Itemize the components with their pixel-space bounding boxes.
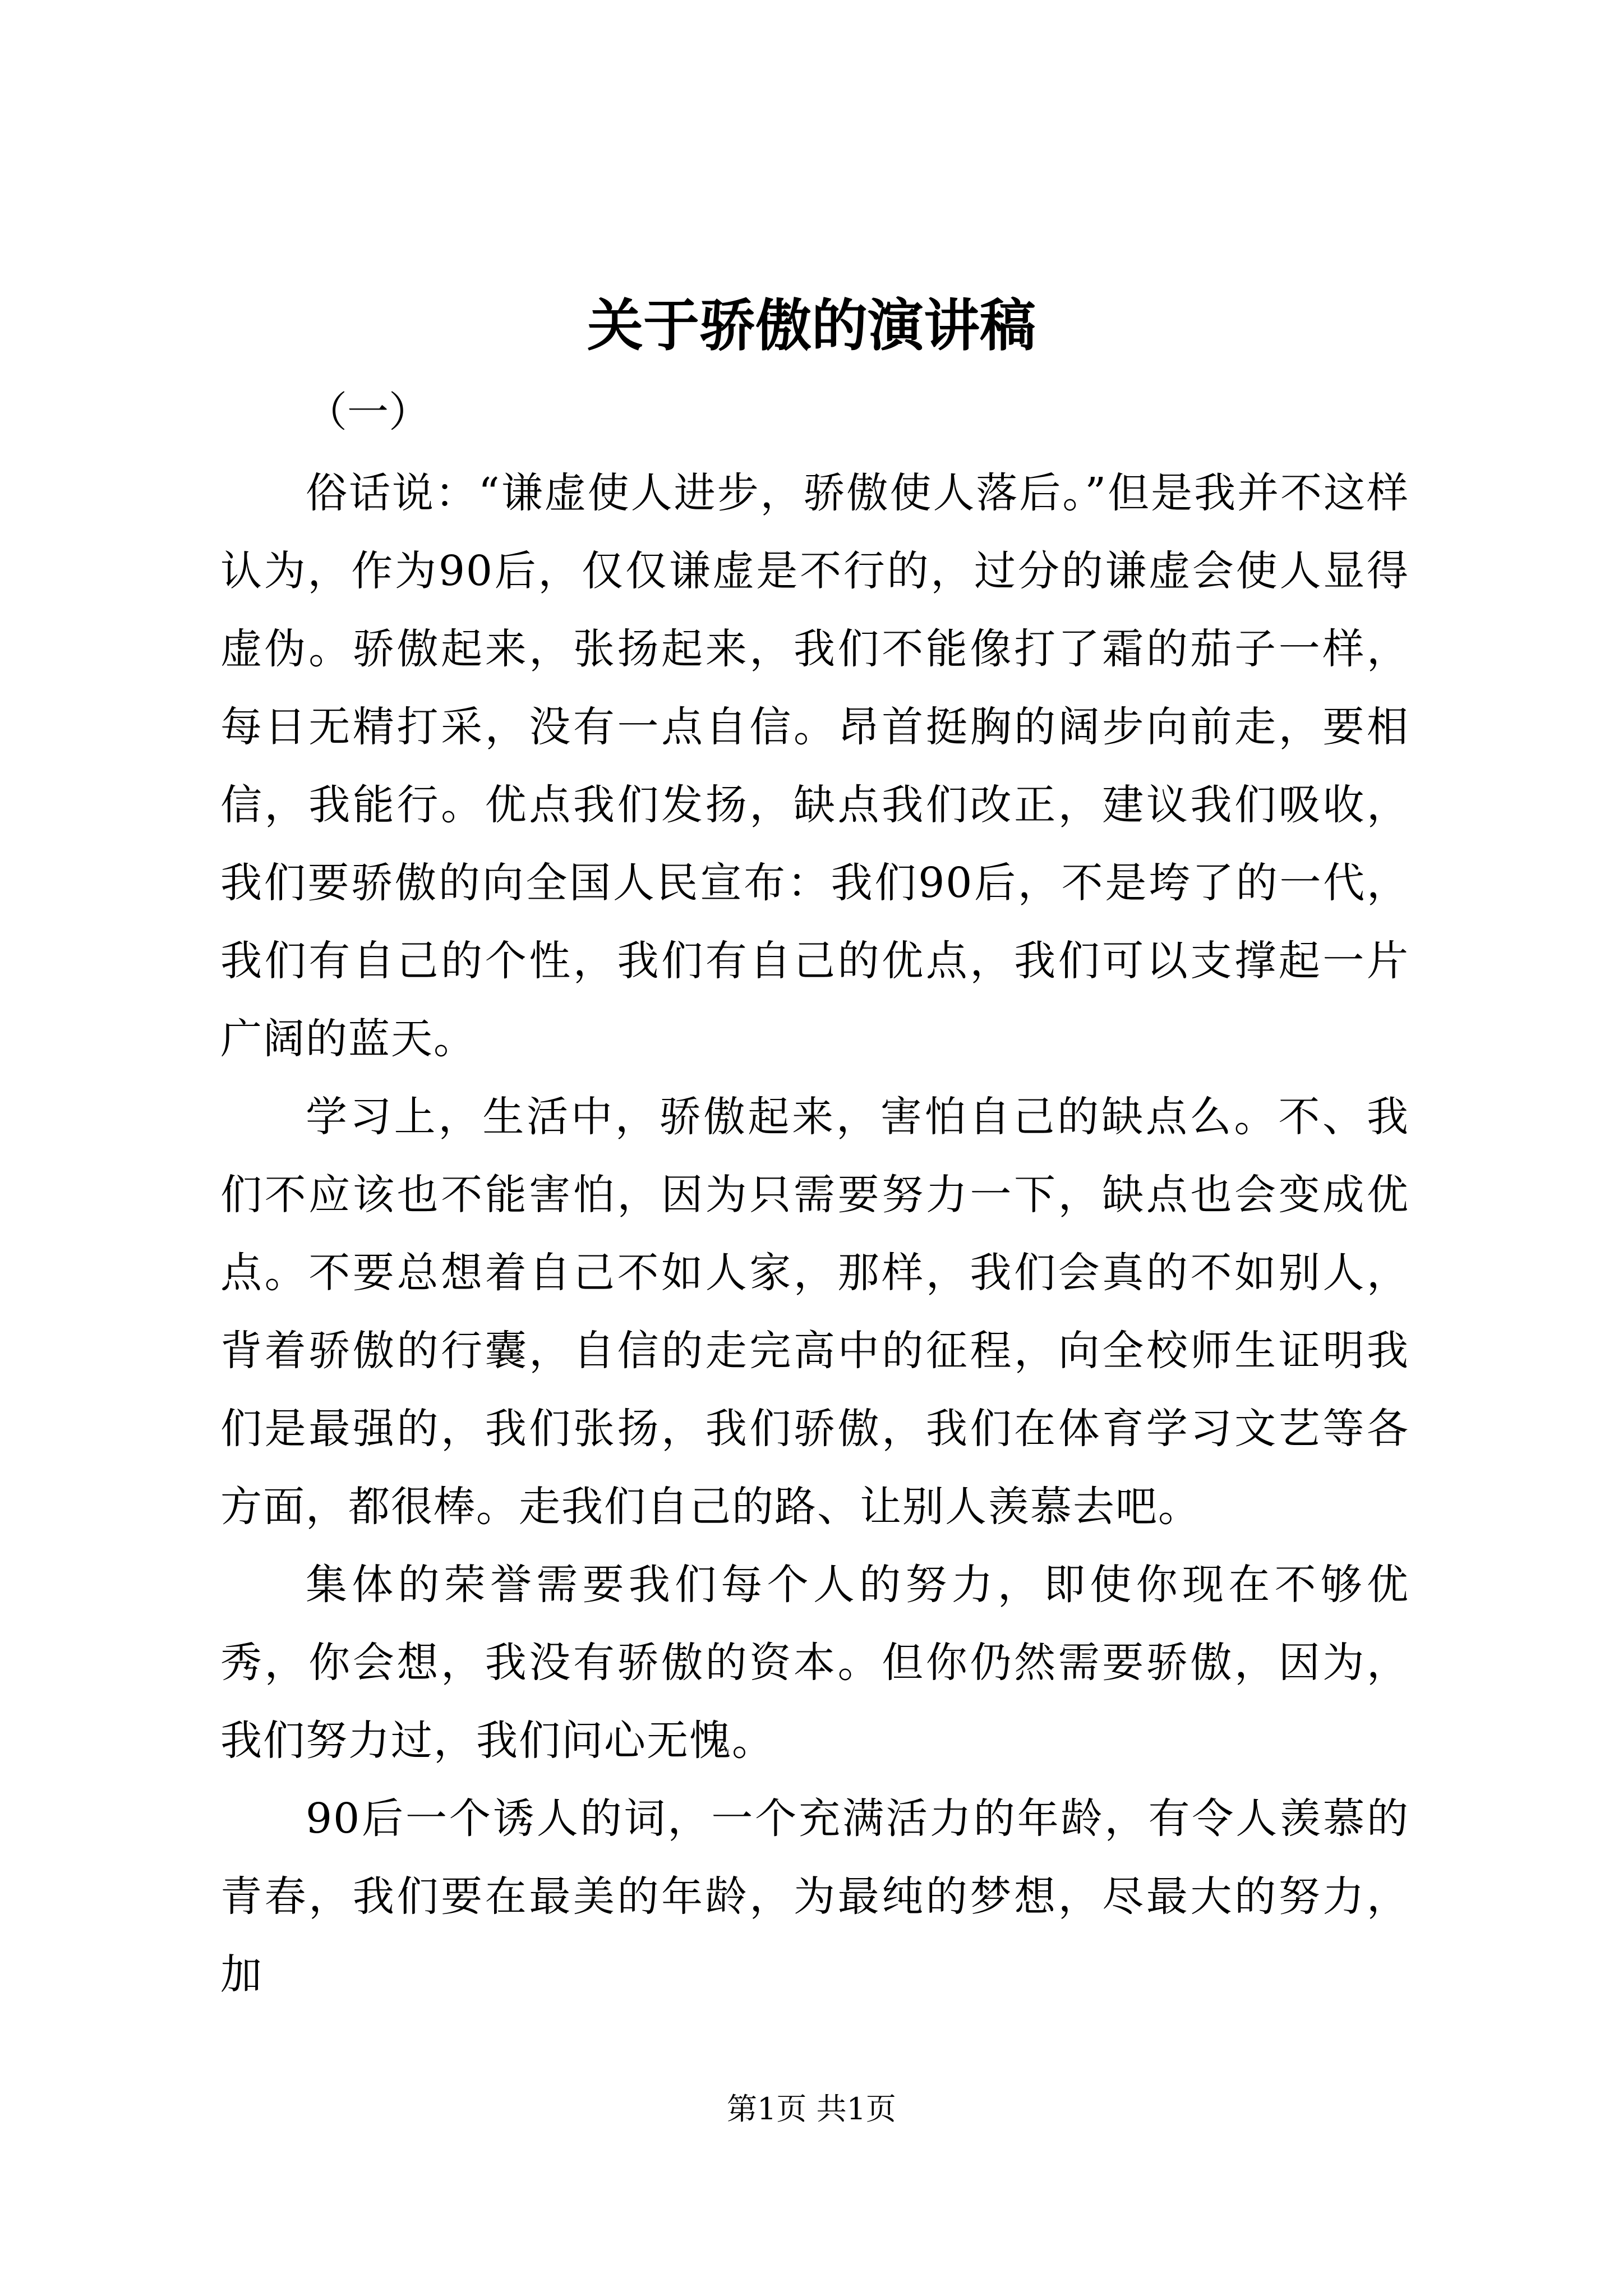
document-title: 关于骄傲的演讲稿 — [587, 292, 1036, 358]
document-body — [220, 454, 1409, 2014]
page-footer: 第1页 共1页 — [727, 2091, 896, 2127]
paragraph: 90后一个诱人的词，一个充满活力的年龄，有令人羡慕的青春，我们要在最美的年龄，为最纯的梦想，尽最大的努力，加 — [220, 1795, 1409, 1999]
paragraph: 集体的荣誉需要我们每个人的努力，即使你现在不够优秀，你会想，我没有骄傲的资本。但你仍然需要骄傲，因为，我们努力过，我们问心无愧。 — [220, 1561, 1409, 1765]
section-label: （一） — [306, 388, 430, 436]
paragraph: 学习上，生活中，骄傲起来，害怕自己的缺点么。不、我们不应该也不能害怕，因为只需要努力一下，缺点也会变成优点。不要总想着自己不如人家，那样，我们会真的不如别人，背着骄傲的行囊，自信的走完高中的征程，向全校师生证明我们是最强的，我们张扬，我们骄傲，我们在体育学习文艺等各方面，都很棒。走我们自己的路、让别人羡慕去吧。 — [220, 1093, 1409, 1531]
paragraph: 俗话说：“谦虚使人进步，骄傲使人落后。”但是我并不这样认为，作为90后，仅仅谦虚是不行的，过分的谦虚会使人显得虚伪。骄傲起来，张扬起来，我们不能像打了霜的茄子一样，每日无精打采，没有一点自信。昂首挺胸的阔步向前走，要相信，我能行。优点我们发扬，缺点我们改正，建议我们吸收，我们要骄傲的向全国人民宣布：我们90后，不是垮了的一代，我们有自己的个性，我们有自己的优点，我们可以支撑起一片广阔的蓝天。 — [220, 469, 1409, 1063]
